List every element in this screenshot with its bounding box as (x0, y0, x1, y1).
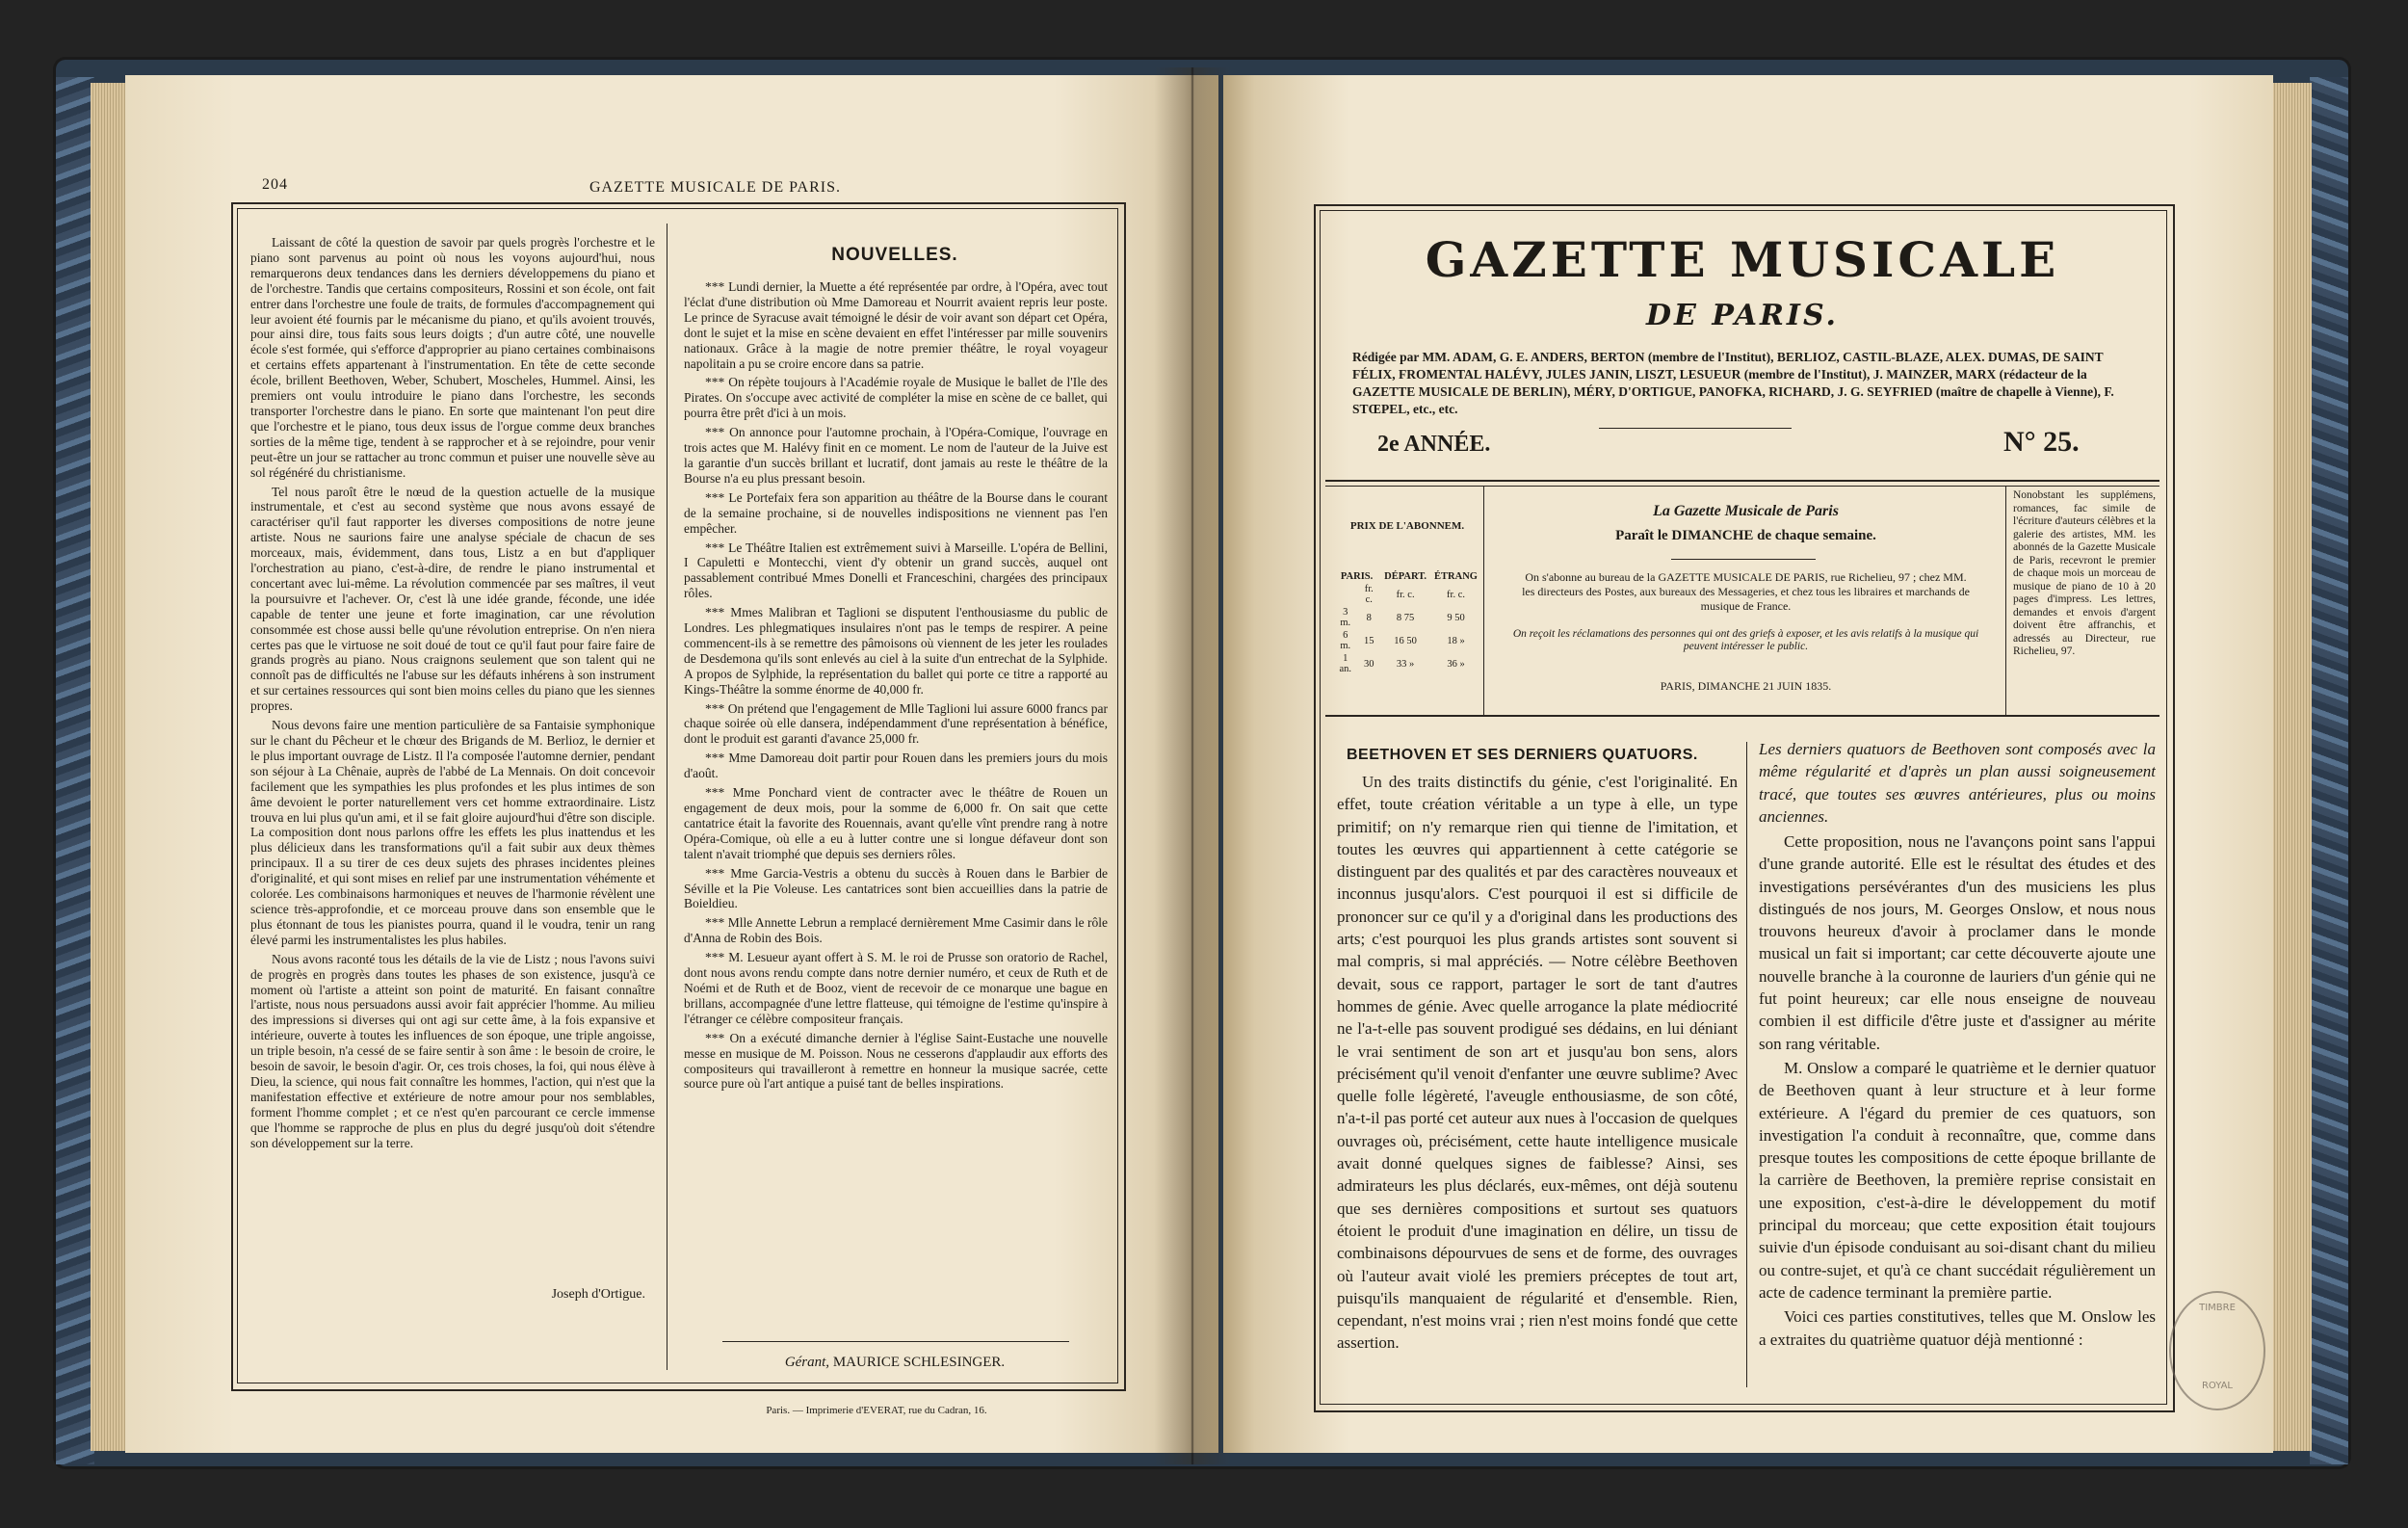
paragraph: *** Mme Ponchard vient de contracter avec le théâtre de Rouen un engagement de deux mois, pour la somme de 6,000 fr. On sait que cette cantatrice était la favorite des Rouennais, avant qu'elle vînt prendre rang à notre Opéra-Comique, où elle a eu à lutter contre une si longue défaveur dont son talent n'avait triomphé que depuis ses derniers rôles. (684, 785, 1108, 861)
redacteurs-list: Rédigée par MM. ADAM, G. E. ANDERS, BERTON (membre de l'Institut), BERLIOZ, CASTIL-BLAZE, ALEX. DUMAS, DE SAINT FÉLIX, FROMENTAL HALÉVY, JULES JANIN, LISZT, LESUEUR (membre de l'Institut), J. MAINZER, MARX (rédacteur de la GAZETTE MUSICALE DE BERLIN), MÉRY, D'ORTIGUE, PANOFKA, RICHARD, J. G. SEYFRIED (maître de chapelle à Vienne), F. STŒPEL, etc., etc. (1352, 350, 2114, 416)
numero: N° 25. (2003, 426, 2080, 458)
gerant-label: Gérant, (784, 1355, 830, 1370)
prix-header: ÉTRANG (1434, 571, 1478, 582)
masthead-title: GAZETTE MUSICALE (1425, 231, 2060, 288)
book-gutter (1154, 67, 1231, 1464)
box-bottom-rule (1325, 715, 2159, 717)
supplements-notice: Nonobstant les supplémens, romances, fac simile de l'écriture d'auteurs célèbres et la galerie des artistes, MM. les abonnés de la Gazette Musicale de Paris, recevront le premier de chaque mois un morceau de musique de piano de 10 à 20 pages d'impress. Les lettres, demandes et envois d'argent doivent être affranchis, et adressés au Directeur, rue Richelieu, 97. (2013, 489, 2156, 657)
center-title: La Gazette Musicale de Paris (1653, 503, 1839, 519)
running-head: GAZETTE MUSICALE DE PARIS. (589, 179, 841, 196)
gerant-line (678, 1355, 1112, 1371)
center-abonne: On s'abonne au bureau de la GAZETTE MUSICALE DE PARIS, rue Richelieu, 97 ; chez MM. les directeurs des Postes, aux bureaux des Messageries, et chez tous les libraires et marchands de musique de France. (1522, 570, 1970, 613)
paragraph: *** Mmes Malibran et Taglioni se disputent l'enthousiasme du public de Londres. Les phlegmatiques insulaires n'ont pas le temps de respirer. A peine commencent-ils à se remettre des pâmoisons où viennent de les jeter les roulades de Desdemona qu'ils sont enlevés au ciel à la suite d'un entrechat de la Sylphide. A propos de Sylphide, la représentation du ballet qui porte ce titre a rapporté au Kings-Théâtre la somme énorme de 40,000 fr. (684, 605, 1108, 697)
center-reclamations: On reçoit les réclamations des personnes qui ont des griefs à exposer, et les avis relatifs à la musique qui peuvent intéresser le public. (1512, 628, 1979, 652)
prix-cell: 8 75 (1396, 612, 1415, 623)
prix-cell: 9 50 (1447, 612, 1465, 623)
prix-row (1333, 606, 1481, 629)
prix-unit: fr. c. (1396, 589, 1415, 600)
masthead-subtitle: DE PARIS. (1646, 299, 1839, 332)
paragraph: *** On répète toujours à l'Académie royale de Musique le ballet de l'Ile des Pirates. On s'occupe avec activité de compléter la mise en scène de ce ballet, qui pourra être prêt d'ici à un mois. (684, 375, 1108, 421)
paragraph: *** Lundi dernier, la Muette a été représentée par ordre, à l'Opéra, avec tout l'éclat d'une distribution où Mme Damoreau et Nourrit avaient repris leur poste. Le prince de Syracuse avait témoigné le désir de voir avant son départ cet Opéra, dont le sujet et la mise en scène devaient en effet l'intéresser par mille souvenirs nationaux. Grâce à la magie de notre premier théâtre, le royal voyageur napolitain a pu se croire encore dans sa patrie. (684, 279, 1108, 371)
paragraph: *** On annonce pour l'automne prochain, à l'Opéra-Comique, l'ouvrage en trois actes que M. Halévy finit en ce moment. Le nom de l'auteur de la Juive est la garantie d'un succès brillant et lucratif, dont jamais au reste le théâtre de la Bourse n'a eu plus pressant besoin. (684, 425, 1108, 486)
book-binding-left (56, 77, 94, 1464)
nouvelles-column (684, 279, 1108, 1320)
paragraph: *** Mlle Annette Lebrun a remplacé dernièrement Mme Casimir dans le rôle d'Anna de Robin des Bois. (684, 915, 1108, 946)
paragraph: Nous avons raconté tous les détails de la vie de Listz ; nous l'avons suivi de progrès en progrès dans toutes les phases de son existence, jusqu'à ce moment où l'artiste a atteint son point de maturité. En faisant connaître l'artiste, nous nous persuadons aussi avoir fait apprécier l'homme. Au milieu des impressions si diverses qui ont agi sur cette âme, à la fois expansive et intérieure, ouverte à toutes les influences de son époque, une triple angoisse, un triple besoin, n'a cessé de se faire sentir à son âme : le besoin de croire, le besoin de savoir, le besoin d'agir. Or, ces trois choses, la foi, qui nous élève à Dieu, la science, qui nous fait connaître les hommes, l'action, qui n'est que la manifestation effective et extérieure de notre amour pour nos semblables, forment l'homme complet ; et ce n'est qu'en parcourant ce cercle immense que l'homme se rapproche de plus en plus du degré jusqu'où doit s'étendre son développement sur la terre. (250, 951, 655, 1150)
masthead-rule-thin (1325, 486, 2159, 487)
book-binding-right (2310, 77, 2348, 1464)
prix-cell: 1 an. (1339, 653, 1351, 674)
prix-cell: 15 (1364, 635, 1374, 646)
paragraph: *** M. Lesueur ayant offert à S. M. le roi de Prusse son oratorio de Rachel, dont nous avons rendu compte dans notre dernier numéro, et ceux de Ruth et de Noémi et de Ruth et de Booz, vient de recevoir de ce monarque une bague en brillans, accompagnée d'une lettre flatteuse, qui témoigne de l'estime qu'inspire à l'étranger ce célèbre compositeur français. (684, 950, 1108, 1026)
prix-row (1333, 652, 1481, 675)
prix-cell: 33 » (1396, 658, 1415, 670)
paragraph: M. Onslow a comparé le quatrième et le dernier quatuor de Beethoven quant à leur structure et à leur forme extérieure. A l'égard du premier de ces quatuors, son investigation l'a conduit à reconnaître, que, comme dans presque toutes les compositions de cette époque brillante de la carrière de Beethoven, la première reprise consistait en une exposition, c'est-à-dire le développement du motif principal du morceau; que cette exposition était toujours suivie d'un épisode conduisant au soi-disant chant du milieu ou contre-sujet, et qu'à ce chant succédait régulièrement un acte de cadence terminant la première partie. (1759, 1058, 2156, 1302)
prix-header: PARIS. (1340, 571, 1374, 582)
prix-cell: 30 (1364, 658, 1374, 670)
prix-cell: 6 m. (1340, 630, 1351, 651)
center-rule (1671, 559, 1816, 560)
center-parait: Paraît le DIMANCHE de chaque semaine. (1615, 528, 1876, 543)
annee: 2e ANNÉE. (1377, 432, 1491, 457)
article-column-rule (1746, 742, 1747, 1387)
page-edges-right (2269, 83, 2312, 1451)
prix-cell: 18 » (1447, 635, 1465, 646)
prix-title: PRIX DE L'ABONNEM. (1349, 520, 1465, 532)
page-number: 204 (262, 176, 288, 193)
paragraph: *** Mme Garcia-Vestris a obtenu du succès à Rouen dans le Barbier de Séville et la Pie Voleuse. Les cantatrices sont bien accueillies dans la patrie de Boieldieu. (684, 865, 1108, 911)
article-thesis: Les derniers quatuors de Beethoven sont composés avec la même régularité et d'après un plan aussi soigneusement tracé, que toutes ses œuvres antérieures, plus ou moins anciennes. (1759, 740, 2156, 826)
paragraph: Tel nous paroît être le nœud de la question actuelle de la musique instrumentale, et c'est au second système que nous avons essayé de caractériser qu'il faut rapporter les diverses compositions de notre jeune artiste. Nous ne saurions faire une analyse spéciale de chacun de ses morceaux, mais, évidemment, dans tous, Listz a en but d'appliquer l'orchestration au piano, c'est-à-dire, de rendre le piano instrumental et concertant avec lui-même. La révolution commencée par ses maîtres, il veut la poursuivre et l'achever. Or, c'est là une idée grande, féconde, une idée capable de tenter une jeune et forte imagination, car une révolution consommée est chose aussi belle qu'une révolution entreprise. On n'en niera certes pas que le virtuose ne soit doué de tout ce qu'il faut pour faire faire de grands progrès au piano. Nous craignons seulement que son talent qui ne connoît pas de difficultés ne l'abuse sur les défauts inhérens à son instrument et sur certaines ressources qui sont bien moins celles du piano que les siennes propres. (250, 484, 655, 714)
center-date: PARIS, DIMANCHE 21 JUIN 1835. (1660, 679, 1832, 693)
box-divider-left (1483, 487, 1484, 715)
paragraph: Cette proposition, nous ne l'avançons point sans l'appui d'une grande autorité. Elle est le résultat des études et des investigations persévérantes d'un des musiciens les plus distingués de nos jours, M. Georges Onslow, et nous nous trouvons heureux d'avoir à proclamer dans le monde musical un fait si important; car cette découverte ajoute une nouvelle branche à la couronne de lauriers d'un génie qui ne fut point heureux; car elle nous enseigne de nouveau combien il est difficile d'être juste et d'assigner au mérite son rang véritable. (1759, 832, 2156, 1053)
paragraph: *** Mme Damoreau doit partir pour Rouen dans les premiers jours du mois d'août. (684, 751, 1108, 781)
paragraph: *** On prétend que l'engagement de Mlle Taglioni lui assure 6000 francs par chaque soirée où elle dansera, indépendamment d'une représentation à bénéfice, dont le produit est garanti d'avance 25,000 fr. (684, 700, 1108, 747)
paragraph: Laissant de côté la question de savoir par quels progrès l'orchestre et le piano sont parvenus au point où nous les voyons aujourd'hui, nous remarquerons deux tendances dans les derniers développemens du piano et de l'orchestre. Tandis que certains compositeurs, Rossini et son école, ont fait entrer dans l'orchestre une foule de traits, de formules d'accompagnement qui leur avoient été fournis par le mécanisme du piano, et qu'ils avoient trouvés, pour ainsi dire, tous faits sous leurs doigts ; d'un autre côté, une nouvelle école s'est formée, qui s'efforce d'approprier au piano certaines combinaisons et certains effets appartenant à l'instrumentation. En tête de cette seconde école, brillent Beethoven, Weber, Schubert, Moscheles, Hummel. Ainsi, les premiers ont voulu introduire le piano dans l'orchestre, les seconds transporter l'orchestre dans le piano. En sorte que maintenant l'on peut dire que l'orchestre et le piano, tous deux issus de l'orgue comme deux branches sorties de la même tige, tendent à se rapprocher et à se rejoindre, pour venir peut-être un jour se rattacher au tronc commun et puiser une nouvelle sève au sol régénéré du christianisme. (250, 235, 655, 480)
library-stamp: TIMBRE ROYAL (2169, 1291, 2265, 1410)
gerant-name: MAURICE SCHLESINGER. (832, 1355, 1006, 1370)
article-column-1 (250, 235, 655, 1276)
prix-header: DÉPART. (1384, 571, 1427, 582)
prix-row (1333, 629, 1481, 652)
box-divider-right (2005, 487, 2006, 715)
imprint: Paris. — Imprimerie d'EVERAT, rue du Cadran, 16. (766, 1405, 987, 1416)
page-edges-left (91, 83, 129, 1451)
paragraph: Voici ces parties constitutives, telles que M. Onslow les a extraites du quatrième quatuor déjà mentionné : (1759, 1307, 2156, 1349)
paragraph: *** Le Portefaix fera son apparition au théâtre de la Bourse dans le courant de la semaine prochaine, si de nouvelles indispositions ne viennent pas l'en empêcher. (684, 489, 1108, 536)
article-column-2 (1759, 830, 2156, 1389)
article-signature: Joseph d'Ortigue. (551, 1287, 645, 1302)
annee-rule (1599, 428, 1792, 429)
paragraph: Un des traits distinctifs du génie, c'est l'originalité. En effet, toute création véritable a un type à elle, un type primitif; on n'y remarque rien qui tienne de l'imitation, et toutes les œuvres qui appartiennent à cette catégorie se distinguent par des qualités et par des caractères nouveaux et inconnus jusqu'alors. C'est pourquoi il est si difficile de prononcer sur ce qu'il y a d'original dans les productions des arts; c'est pourquoi les plus grands artistes sont souvent si mal compris, si mal appréciés. — Notre célèbre Beethoven devait, sous ce rapport, partager le sort de tant d'autres hommes de génie. Avec quelle arrogance la plate médiocrité ne l'a-t-elle pas souvent prodigué ses dédains, en lui déniant le vrai sentiment de son art et jusqu'au bon sens, alors précisément qu'il venoit d'enfanter une œuvre sublime? Avec quelle folle légèreté, l'aveugle enthousiasme, de son côté, n'a-t-il pas porté cet auteur aux nues à l'occasion de quelques ouvrages où, précisément, cette haute intelligence musicale avait donné quelques signes de faiblesse? Ainsi, ses admirateurs les plus déclarés, eux-mêmes, ont déjà soutenu que ses dernières compositions et surtout ses quatuors étoient le produit d'une imagination en délire, un tissu de combinaisons dépourvues de sens et de forme, des ouvrages où l'auteur avait violé les premiers préceptes de tout art, puisqu'ils manquaient de régularité et d'ensemble. Rien, cependant, n'est moins vrai ; rien n'est moins fondé que cette assertion. (1337, 773, 1738, 1353)
prix-unit: fr. c. (1364, 584, 1374, 605)
prix-unit: fr. c. (1447, 589, 1465, 600)
paragraph: *** Le Théâtre Italien est extrêmement suivi à Marseille. L'opéra de Bellini, I Capuletti e Montecchi, vient d'y obtenir un grand succès, auquel ont passablement contribué Mmes Donelli et Franceschini, chargées des principaux rôles. (684, 540, 1108, 601)
prix-cell: 16 50 (1394, 635, 1417, 646)
paragraph: *** On a exécuté dimanche dernier à l'église Saint-Eustache une nouvelle messe en musique de M. Poisson. Nous ne cesserons d'applaudir aux efforts des compositeurs qui travailleront à remettre en honneur la musique sacrée, cette source pure où l'art antique a puisé tant de belles inspirations. (684, 1030, 1108, 1092)
prix-cell: 8 (1366, 612, 1372, 623)
prix-cell: 3 m. (1340, 607, 1351, 628)
masthead-rule (1325, 480, 2159, 482)
nouvelles-title: NOUVELLES. (831, 245, 958, 265)
prix-cell: 36 » (1447, 658, 1465, 670)
prix-unit (1333, 583, 1357, 606)
prix-table (1333, 570, 1481, 675)
article-column-1 (1337, 771, 1738, 1387)
paragraph: Nous devons faire une mention particulière de sa Fantaisie symphonique sur le chant du Pêcheur et le chœur des Brigands de M. Berlioz, le dernier et le plus important ouvrage de Listz. Il l'a composée l'automne dernier, pendant son séjour à La Chênaie, auprès de l'abbé de La Mennais. On doit concevoir facilement que les sympathies les plus profondes et les plus intimes de son âme devoient le porter naturellement vers cet homme extraordinaire. Listz trouva en lui plus qu'un ami, et il se fait gloire aujourd'hui d'être son disciple. La composition dont nous parlons offre les effets les plus inattendus et les plus délicieux dans les transformations qu'il a fait subir aux deux thèmes principaux. Il a su tirer de ces deux sujets des phrases incidentes pleines d'originalité, et qui sont mises en relief par une instrumentation véhémente et colorée. Les combinaisons harmoniques et neuves de l'harmonie révèlent une science très-approfondie, et ce morceau prouve dans son ensemble que le plus étonnant de tous les pianistes pourra, quand il le voudra, tenir un rang élevé parmi les instrumentalistes les plus habiles. (250, 718, 655, 947)
article-title: BEETHOVEN ET SES DERNIERS QUATUORS. (1347, 747, 1698, 763)
gerant-rule (722, 1341, 1069, 1342)
